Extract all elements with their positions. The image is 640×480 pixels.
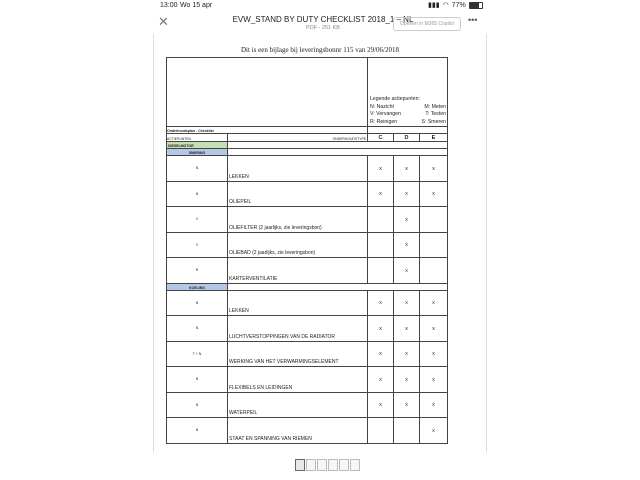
action-code: N [167,181,228,207]
col-header-e: E [420,134,448,142]
check-c: X [368,367,394,393]
col-header-c: C [368,134,394,142]
check-d: X [394,392,420,418]
check-d: X [394,367,420,393]
check-d: X [394,207,420,233]
check-e: X [420,367,448,393]
header-blank-cell [167,58,368,127]
check-e [420,258,448,284]
checklist-row [167,181,448,207]
action-description: FLEXIBELS EN LEIDINGEN [228,367,368,393]
check-d: X [394,290,420,316]
legend-title: Legende actiepunten: [370,96,420,102]
action-code: N [167,156,228,182]
check-c: X [368,316,394,342]
checklist-row [167,258,448,284]
action-code: N [167,316,228,342]
check-c [368,418,394,444]
check-d: X [394,156,420,182]
action-description: WERKING VAN HET VERWARMINGSELEMENT [228,341,368,367]
legend-row [370,104,446,112]
action-description: STAAT EN SPANNING VAN RIEMEN [228,418,368,444]
group-spacer [228,149,448,156]
check-c: X [368,290,394,316]
check-d: X [394,316,420,342]
check-c [368,258,394,284]
pdf-page [153,34,487,452]
action-description: OLIEPEIL [228,181,368,207]
checklist-row [167,418,448,444]
legend-item: M: Meten [424,103,446,110]
check-e: X [420,341,448,367]
action-code: V [167,207,228,233]
document-heading: Dit is een bijlage bij leveringsbonnr 115 van 29/06/2018 [241,46,399,54]
legend-item: T: Testen [425,111,446,117]
check-c: X [368,392,394,418]
action-description: LEKKEN [228,290,368,316]
status-bar [0,0,640,12]
action-description: KARTERVENTILATIE [228,258,368,284]
action-description: LUCHTVERSTOPPINGEN VAN DE RADIATOR [228,316,368,342]
action-code: T + N [167,341,228,367]
col-header-onderhoudstype: ONDERHOUDSTYPE [228,134,368,142]
legend-row [370,119,446,127]
checklist-row [167,290,448,316]
checklist-row [167,316,448,342]
checklist-row [167,341,448,367]
action-code: V [167,232,228,258]
section-spacer [228,142,448,149]
battery-icon [469,2,483,9]
check-d [394,418,420,444]
document-subtitle: PDF - 251 KB [306,25,340,31]
checklist-table [166,57,447,444]
page-thumbnail[interactable] [317,459,327,471]
check-e: X [420,156,448,182]
close-icon[interactable]: ✕ [158,14,169,29]
action-description: OLIEBAD (2 jaarlijks, zie leveringsbon) [228,232,368,258]
check-e: X [420,418,448,444]
check-d: X [394,232,420,258]
legend-item: R: Reinigen [370,118,398,125]
checklist-row [167,232,448,258]
legend-item: S: Smeren [421,118,446,125]
col-header-actiepunten: ACTIEPUNTEN [167,134,228,142]
check-c: X [368,341,394,367]
check-e [420,232,448,258]
action-code: N [167,367,228,393]
check-d: X [394,341,420,367]
legend-item: N: Nazicht [370,103,394,110]
page-thumbnails [295,459,360,471]
document-title: EVW_STAND BY DUTY CHECKLIST 2018_1 – NL [232,15,414,24]
checklist-row [167,392,448,418]
wifi-icon: ◠ [442,2,449,9]
section-label: DIESELMOTOR [167,142,228,149]
check-e: X [420,316,448,342]
open-in-copilot-button[interactable]: Openen in M365 Copilot [393,17,461,31]
checklist-row [167,156,448,182]
action-code: N [167,392,228,418]
action-description: WATERPEIL [228,392,368,418]
legend-cell [368,58,448,127]
col-header-d: D [394,134,420,142]
group-label: KOELING [167,283,228,290]
legend-item: V: Vervangen [370,111,401,117]
plan-label-spacer [368,127,448,134]
check-e: X [420,290,448,316]
status-indicators [428,1,483,9]
check-c [368,207,394,233]
page-thumbnail[interactable] [328,459,338,471]
action-description: LEKKEN [228,156,368,182]
page-thumbnail[interactable] [306,459,316,471]
check-c [368,232,394,258]
group-label: SMERING [167,149,228,156]
check-d: X [394,181,420,207]
action-description: OLIEFILTER (2 jaarlijks, zie leveringsbon) [228,207,368,233]
check-e: X [420,181,448,207]
page-thumbnail[interactable] [350,459,360,471]
viewer-header [0,12,640,34]
page-thumbnail[interactable] [295,459,305,471]
action-code: N [167,290,228,316]
check-c: X [368,181,394,207]
more-options-icon[interactable]: ••• [468,15,478,25]
checklist-row [167,367,448,393]
check-e [420,207,448,233]
status-time: 13:00 [160,2,178,9]
checklist-row [167,207,448,233]
status-date: Wo 15 apr [180,2,213,9]
action-code: R [167,258,228,284]
check-d: X [394,258,420,284]
group-spacer [228,283,448,290]
signal-icon: ▮▮▮ [428,2,440,9]
legend-row [370,111,446,119]
action-code: N [167,418,228,444]
battery-percent: 77% [451,1,466,9]
check-e: X [420,392,448,418]
check-c: X [368,156,394,182]
plan-label: Onderhoudsplan - Checklist [167,127,368,134]
page-thumbnail[interactable] [339,459,349,471]
